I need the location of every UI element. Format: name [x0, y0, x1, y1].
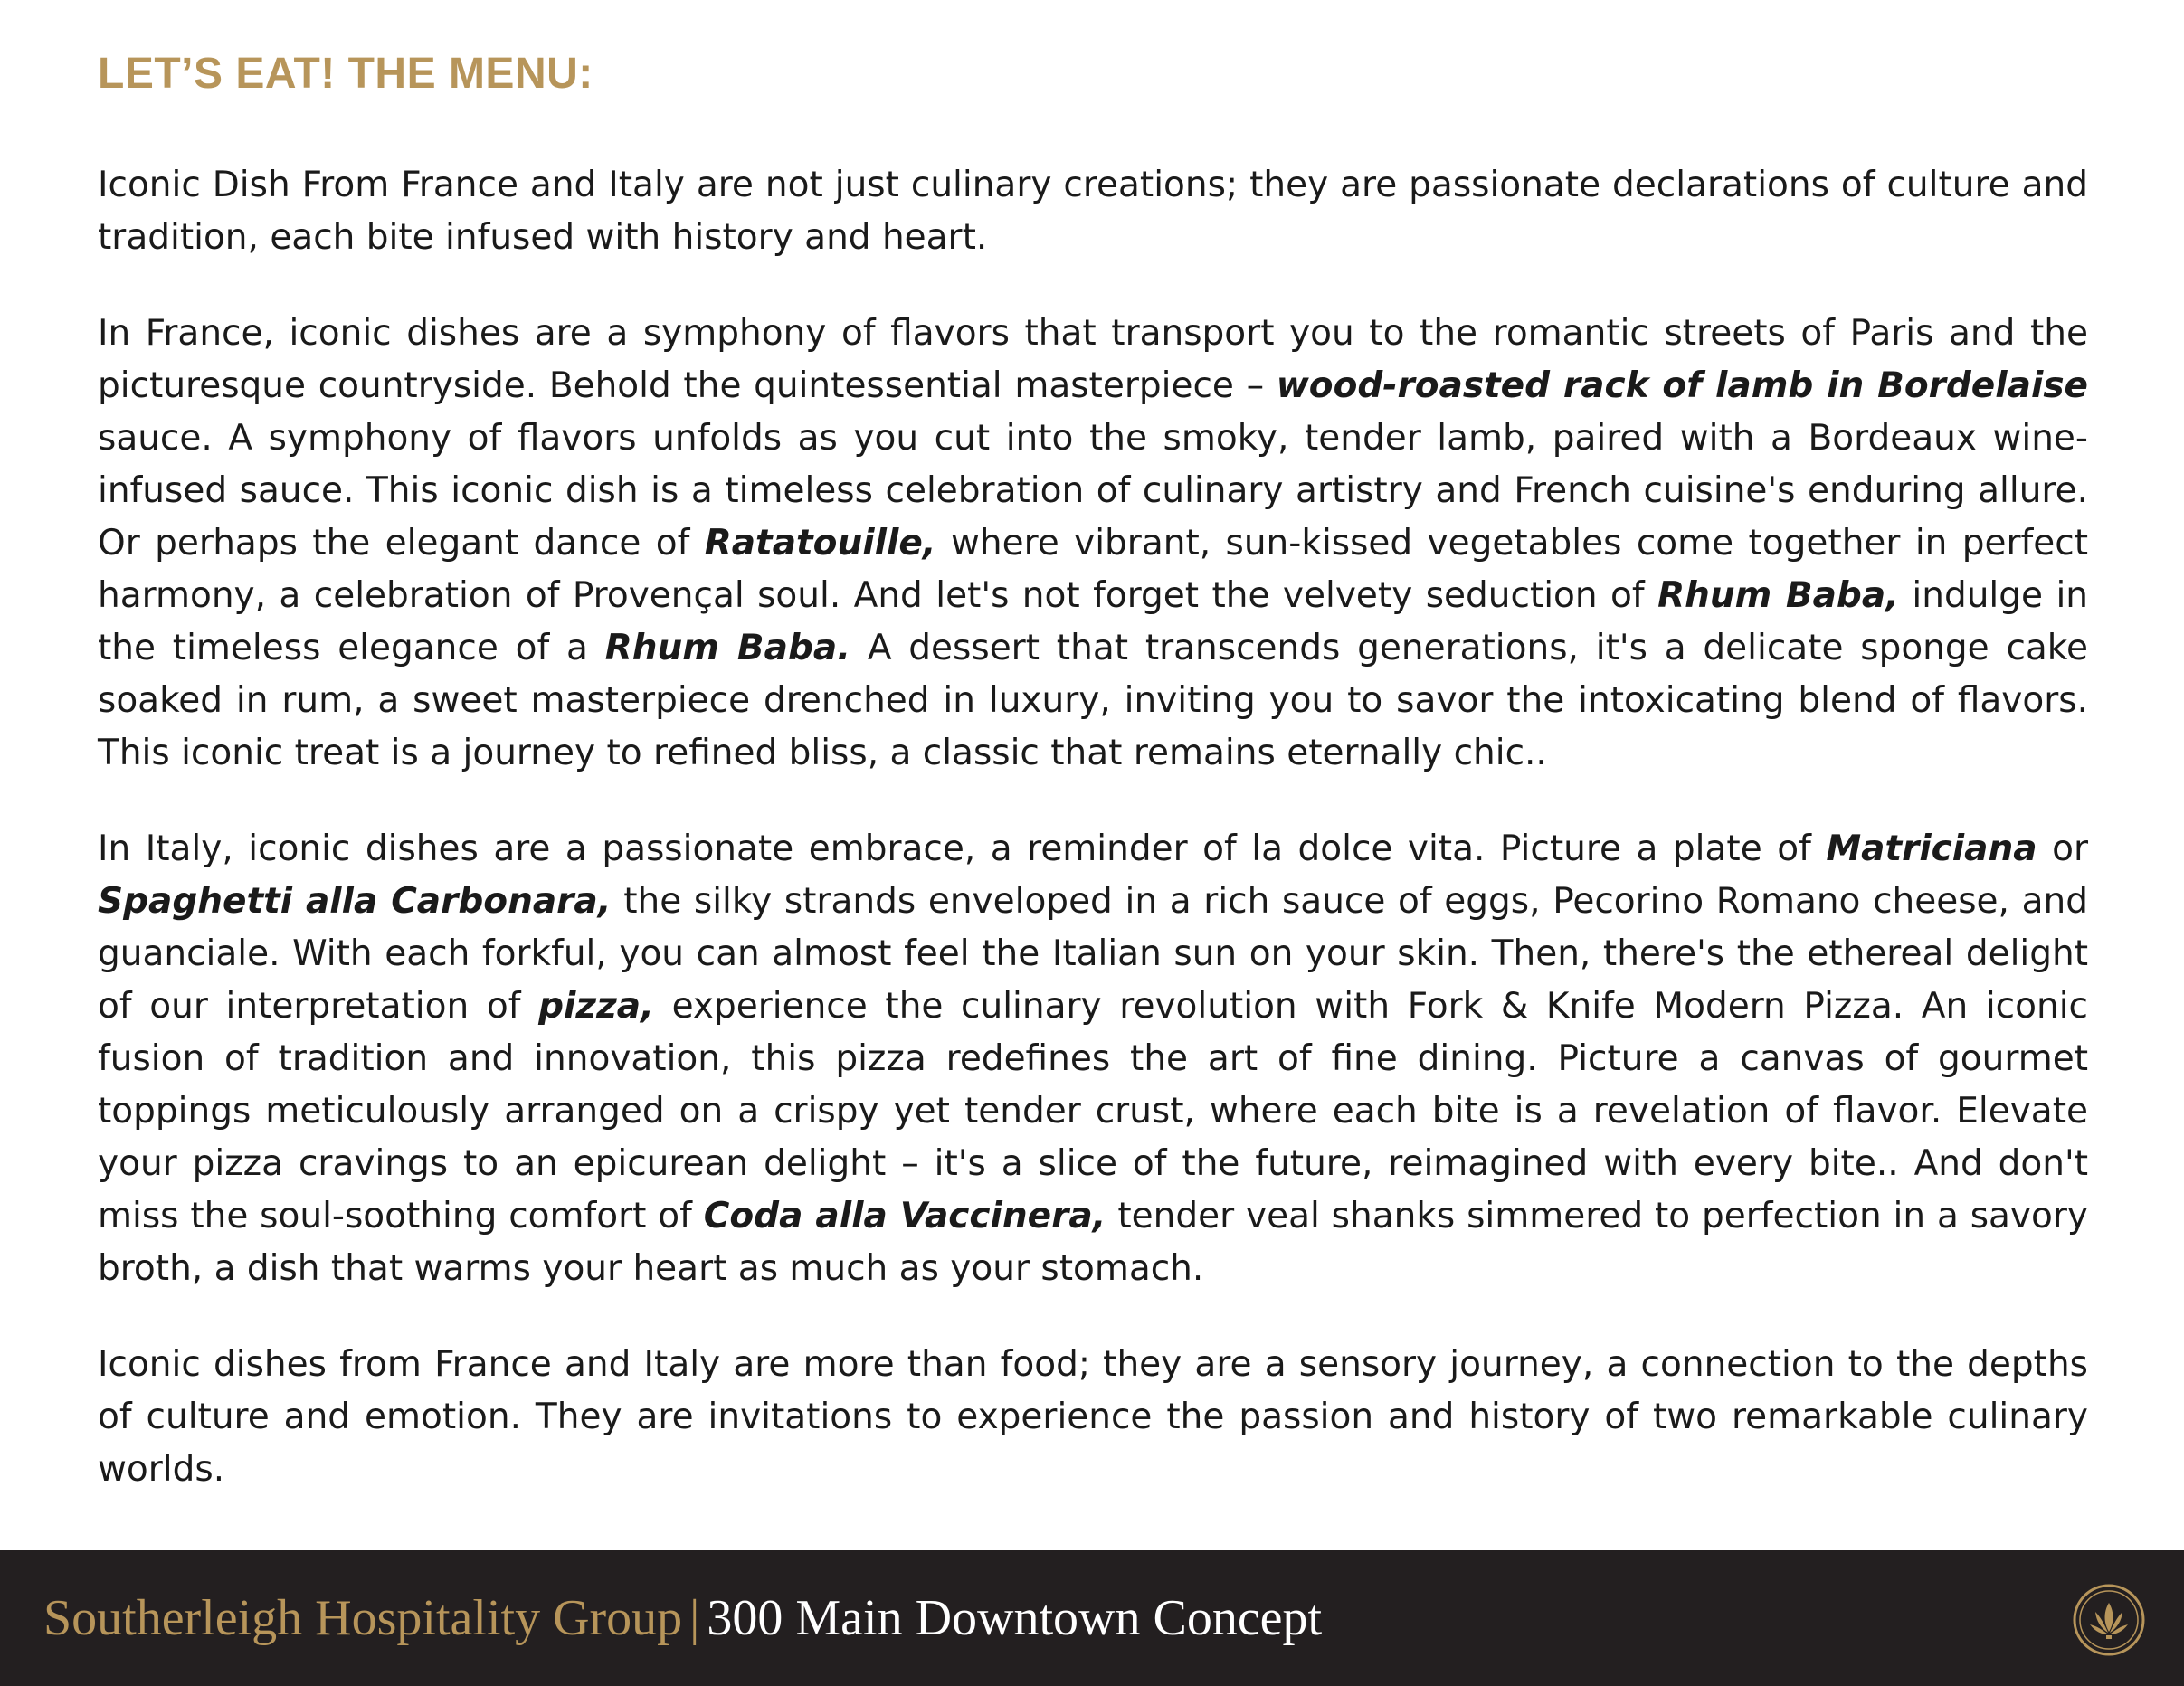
italy-text-2: or [2037, 829, 2088, 869]
footer-bar [0, 1550, 2184, 1686]
dish-ratatouille: Ratatouille, [704, 523, 936, 564]
france-paragraph [98, 308, 2088, 780]
dish-matriciana: Matriciana [1826, 829, 2037, 869]
concept-name: 300 Main Downtown Concept [707, 1590, 1323, 1646]
france-text-2: sauce. A symphony of flavors unfolds as you cut into the smoky, tender lamb, paired with a Bordeaux wine-infused sauce. This iconic dish is a timeless celebration of culinary artistry and French cuisine's enduring allure. Or perhaps the elegant dance of [98, 418, 2088, 564]
footer-separator: | [689, 1590, 700, 1646]
menu-content [98, 47, 2088, 1539]
dish-lamb-bordelaise: wood-roasted rack of lamb in Bordelaise [1276, 365, 2088, 406]
page-title: LET’S EAT! THE MENU: [98, 50, 593, 98]
lotus-emblem-icon [2072, 1583, 2146, 1657]
dish-pizza: pizza, [538, 986, 654, 1027]
closing-paragraph: Iconic dishes from France and Italy are more than food; they are a sensory journey, a connection to the depths of culture and emotion. They are invitations to experience the passion and history of two remarkable culinary worlds. [98, 1344, 2088, 1490]
italy-text-4: experience the culinary revolution with Fork & Knife Modern Pizza. An iconic fusion of tradition and innovation, this pizza redefines the art of fine dining. Picture a canvas of gourmet toppings meticulously arranged on a crispy yet tender crust, where each bite is a revelation of flavor. Elevate your pizza cravings to an epicurean delight – it's a slice of the future, reimagined with every bite.. And don't miss the soul-soothing comfort of [98, 986, 2088, 1236]
france-text-3: where vibrant, sun-kissed vegetables come together in perfect harmony, a celebration of Provençal soul. And let's not forget the velvety seduction of [98, 523, 2089, 616]
intro-paragraph: Iconic Dish From France and Italy are not just culinary creations; they are passionate declarations of culture and tradition, each bite infused with history and heart. [98, 165, 2088, 258]
italy-paragraph [98, 823, 2088, 1295]
company-name: Southerleigh Hospitality Group [43, 1590, 683, 1646]
italy-text-5: tender veal shanks simmered to perfection in a savory broth, a dish that warms your heart as much as your stomach. [98, 1196, 2088, 1289]
italy-text-3: the silky strands enveloped in a rich sauce of eggs, Pecorino Romano cheese, and guanciale. With each forkful, you can almost feel the Italian sun on your skin. Then, there's the ethereal delight of our interpretation of [98, 881, 2088, 1027]
footer-caption [43, 1588, 1322, 1648]
france-text-4: indulge in the timeless elegance of a [98, 575, 2088, 668]
dish-carbonara: Spaghetti alla Carbonara, [98, 881, 612, 922]
dish-rhum-baba-2: Rhum Baba. [604, 628, 851, 668]
france-text-5: A dessert that transcends generations, it's a delicate sponge cake soaked in rum, a sweet masterpiece drenched in luxury, inviting you to savor the intoxicating blend of flavors. This iconic treat is a journey to refined bliss, a classic that remains eternally chic.. [98, 628, 2088, 773]
france-text-1: In France, iconic dishes are a symphony of flavors that transport you to the romantic streets of Paris and the picturesque countryside. Behold the quintessential masterpiece – [98, 313, 2088, 406]
italy-text-1: In Italy, iconic dishes are a passionate embrace, a reminder of la dolce vita. Picture a plate of [98, 829, 1827, 869]
dish-coda-alla-vaccinera: Coda alla Vaccinera, [703, 1196, 1106, 1236]
dish-rhum-baba: Rhum Baba, [1657, 575, 1899, 616]
